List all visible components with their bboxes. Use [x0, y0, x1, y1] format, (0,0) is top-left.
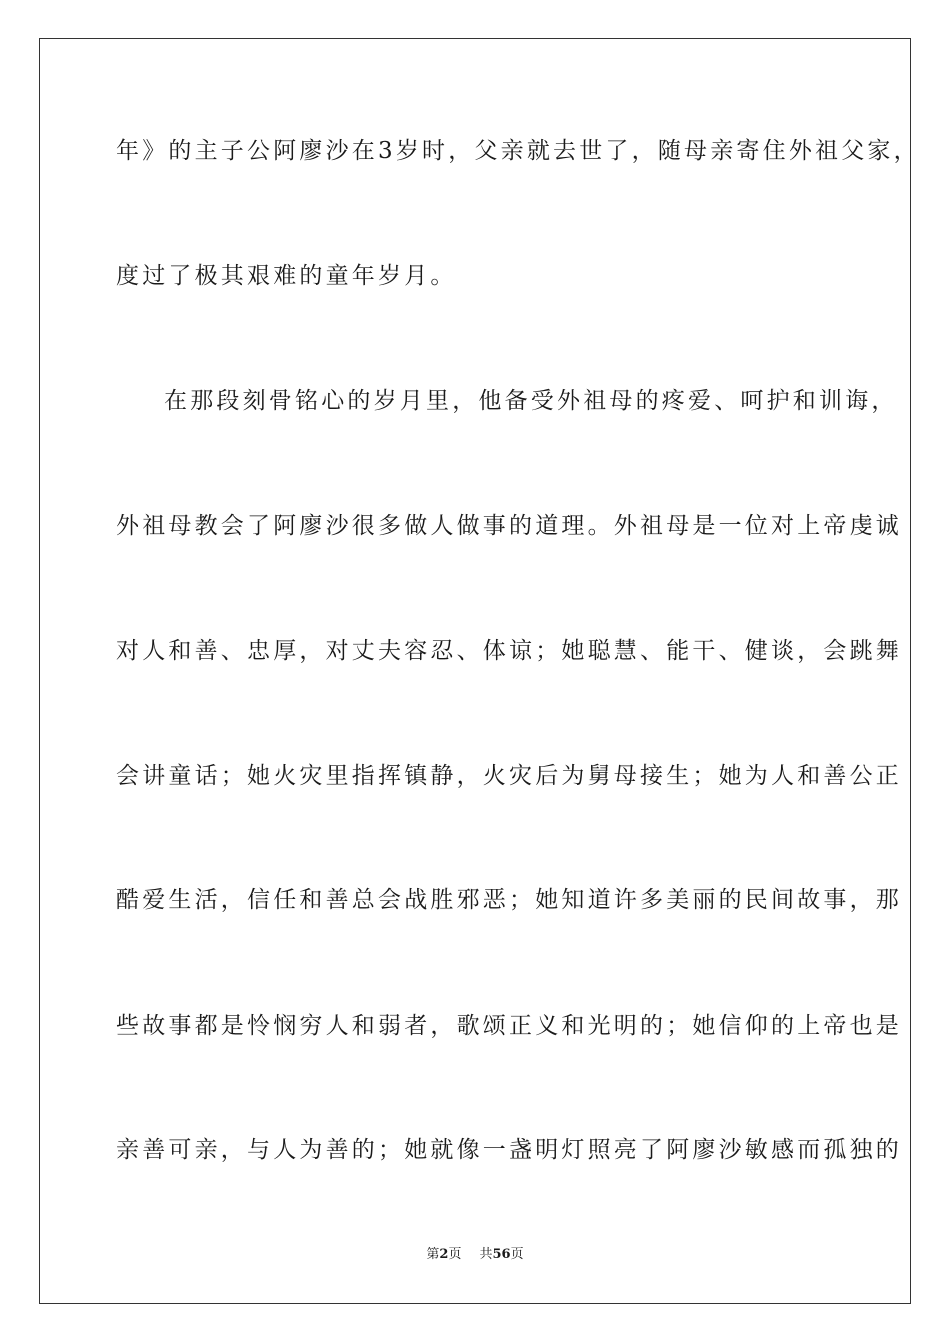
- text-line-7: 酷爱生活，信任和善总会战胜邪恶；她知道许多美丽的民间故事，那: [116, 887, 902, 913]
- text-line-8: 些故事都是怜悯穷人和弱者，歌颂正义和光明的；她信仰的上帝也是: [116, 1013, 902, 1039]
- text-line-4: 外祖母教会了阿廖沙很多做人做事的道理。外祖母是一位对上帝虔诚: [116, 513, 902, 539]
- total-suffix: 页: [510, 1247, 524, 1262]
- text-line-1: 年》的主子公阿廖沙在3岁时，父亲就去世了，随母亲寄住外祖父家，: [116, 138, 920, 164]
- text-line-3: 在那段刻骨铭心的岁月里，他备受外祖母的疼爱、呵护和训诲，: [164, 388, 898, 414]
- total-pages: 56: [492, 1247, 511, 1262]
- page-border: [39, 38, 920, 1304]
- text-line-5: 对人和善、忠厚，对丈夫容忍、体谅；她聪慧、能干、健谈，会跳舞: [116, 638, 902, 664]
- text-line-6: 会讲童话；她火灾里指挥镇静，火灾后为舅母接生；她为人和善公正: [116, 763, 902, 789]
- page-suffix: 页: [448, 1247, 462, 1262]
- total-prefix: 共: [479, 1247, 493, 1262]
- page-prefix: 第: [426, 1247, 440, 1262]
- page-number: 2: [439, 1247, 449, 1262]
- page-footer: [0, 1247, 950, 1263]
- text-line-2: 度过了极其艰难的童年岁月。: [116, 263, 457, 289]
- text-line-9: 亲善可亲，与人为善的；她就像一盏明灯照亮了阿廖沙敏感而孤独的: [116, 1137, 902, 1163]
